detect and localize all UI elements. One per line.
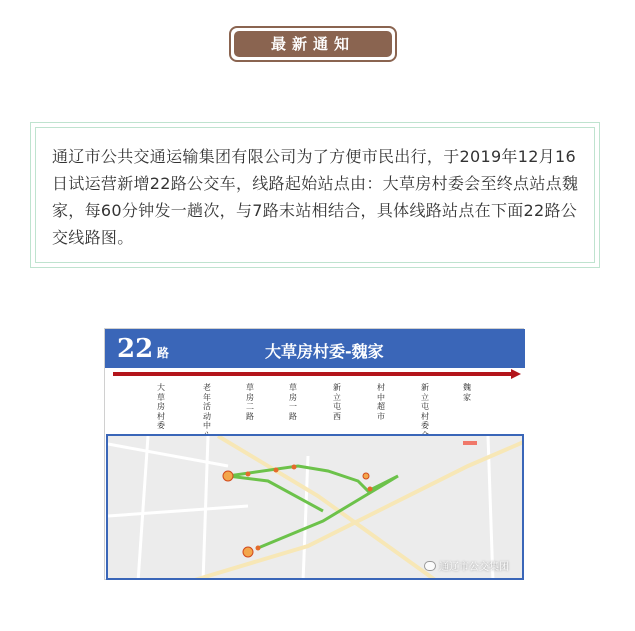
notice-text: 通辽市公共交通运输集团有限公司为了方便市民出行，于2019年12月16日试运营新增22路公交车，线路起始站点由：大草房村委会至终点站点魏家，每60分钟发一趟次，与7路末站相结合，具体线路站点在下面22路公交线路图。	[52, 147, 579, 247]
watermark-text: 通辽市公交集团	[439, 562, 509, 573]
street-map	[106, 434, 524, 580]
route-stops-markers	[223, 441, 477, 557]
watermark	[424, 558, 509, 573]
stop-label: 魏家	[463, 383, 471, 402]
notice-header-frame	[229, 26, 397, 62]
stop-label: 新立屯西	[333, 383, 341, 421]
wechat-icon	[424, 561, 436, 571]
stop-label: 村中超市	[377, 383, 385, 421]
stop-label: 大草房村委	[157, 383, 165, 430]
route-header-bar	[105, 329, 525, 368]
stop-label: 老年活动中	[203, 383, 211, 430]
route-title: 大草房村委-魏家	[265, 342, 384, 361]
stop-label: 新立屯村委	[421, 383, 429, 430]
stop-label: 草房一路	[289, 383, 297, 421]
route-map	[104, 328, 524, 580]
route-number-suffix: 路	[157, 346, 170, 360]
route-direction-arrow	[105, 368, 525, 382]
route-stops-area	[105, 368, 525, 434]
stop-label: 草房二路	[246, 383, 254, 421]
notice-header-badge: 最新通知	[234, 31, 392, 57]
route-number: 22	[117, 334, 154, 364]
